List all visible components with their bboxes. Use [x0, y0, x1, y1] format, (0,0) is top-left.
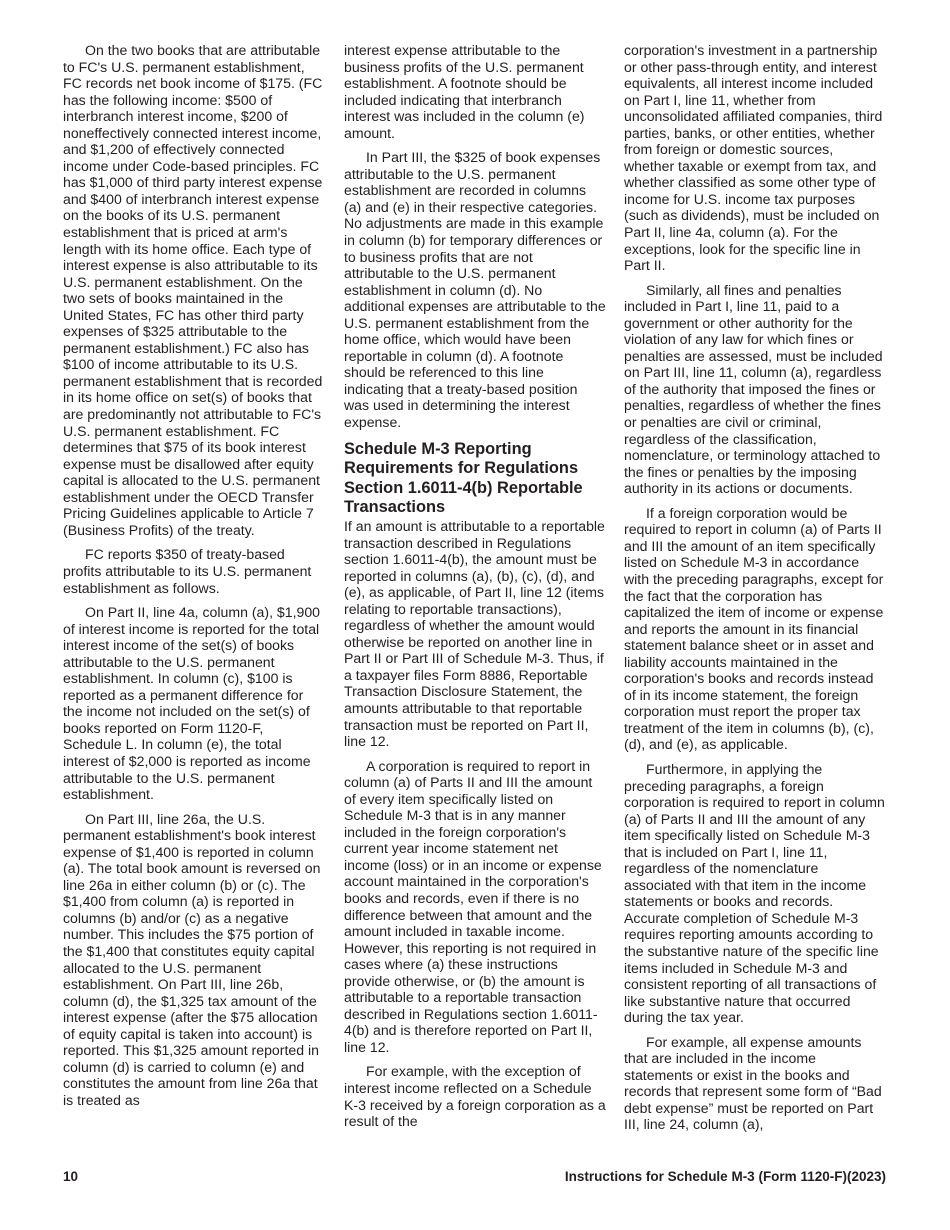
paragraph: For example, all expense amounts that are included in the income statements or exist in the books and records that represent some form of “Bad debt expense” must be reported on Part III, line 24, column (a),: [624, 1033, 882, 1133]
text-column-2: [344, 42, 606, 1138]
paragraph: If a foreign corporation would be required to report in column (a) of Parts II and III the amount of an item specifically listed on Schedule M-3 in accordance with the preceding paragraphs, except for the fact that the corporation has capitalized the item of income or expense and reports the amount in its financial statement balance sheet or in asset and liability accounts maintained in the corporation's books and records instead of in its income statement, the foreign corporation must report the proper tax treatment of the item in columns (b), (c), (d), and (e), as applicable.: [624, 504, 884, 753]
paragraph: In Part III, the $325 of book expenses attributable to the U.S. permanent establishment are recorded in columns (a) and (e) in their respective categories. No adjustments are made in this example in column (b) for temporary differences or to business profits that are not attributable to the U.S. permanent establishment in column (d). No additional expenses are attributable to the U.S. permanent establishment from the home office, which would have been reportable in column (d). A footnote should be referenced to this line indicating that a treaty-based position was used in determining the interest expense.: [344, 149, 606, 431]
paragraph: A corporation is required to report in column (a) of Parts II and III the amount of every item specifically listed on Schedule M-3 that is in any manner included in the foreign corporation's current year income statement net income (loss) or in an income or expense account maintained in the corporation's books and records, even if there is no difference between that amount and the amount included in taxable income. However, this reporting is not required in cases where (a) these instructions provide otherwise, or (b) the amount is attributable to a reportable transaction described in Regulations section 1.6011-4(b) and is therefore reported on Part II, line 12.: [344, 757, 602, 1055]
paragraph: Furthermore, in applying the preceding paragraphs, a foreign corporation is required to report in column (a) of Parts II and III the amount of any item specifically listed on Schedule M-3 that is included on Part I, line 11, regardless of the nomenclature associated with that item in the income statements or books and records. Accurate completion of Schedule M-3 requires reporting amounts according to the substantive nature of the specific line items included in Schedule M-3 and consistent reporting of all transactions of like substantive nature that occurred during the tax year.: [624, 760, 885, 1026]
paragraph: interest expense attributable to the business profits of the U.S. permanent establishment. A footnote should be included indicating that interbranch interest was included in the column (e) amount.: [344, 42, 585, 141]
paragraph: On the two books that are attributable to FC's U.S. permanent establishment, FC records net book income of $175. (FC has the following income: $500 of interbranch interest income, $200 of noneffectively connected interest income, and $1,200 of effectively connected income under Code-based principles. FC has $1,000 of third party interest expense and $400 of interbranch interest expense on the books of its U.S. permanent establishment that is priced at arm's length with its home office. Each type of interest expense is also attributable to its U.S. permanent establishment. On the two sets of books maintained in the United States, FC has other third party expenses of $325 attributable to the permanent establishment.) FC also has $100 of income attributable to its U.S. permanent establishment that is recorded in its home office on set(s) of books that are predominantly not attributable to FC's U.S. permanent establishment. FC determines that $75 of its book interest expense must be disallowed after equity capital is allocated to the U.S. permanent establishment under the OECD Transfer Pricing Guidelines applicable to Article 7 (Business Profits) of the treaty.: [63, 42, 323, 538]
page-footer: [63, 1169, 886, 1189]
section-heading: Schedule M-3 Reporting Requirements for Regulations Section 1.6011-4(b) Reportable Transactions: [344, 439, 583, 517]
footer-form-title: Instructions for Schedule M-3 (Form 1120-F)(2023): [564, 1169, 886, 1184]
paragraph: On Part II, line 4a, column (a), $1,900 of interest income is reported for the total interest income of the set(s) of books attributable to the U.S. permanent establishment. In column (c), $100 is reported as a permanent difference for the income not included on the set(s) of books reported on Form 1120-F, Schedule L. In column (e), the total interest of $2,000 is reported as income attributable to the U.S. permanent establishment.: [63, 604, 321, 803]
paragraph: FC reports $350 of treaty-based profits attributable to its U.S. permanent establishment as follows.: [63, 546, 312, 596]
page-number: 10: [63, 1169, 79, 1184]
paragraph: Similarly, all fines and penalties included in Part I, line 11, paid to a government or other authority for the violation of any law for which fines or penalties are assessed, must be included on Part III, line 11, column (a), regardless of the authority that imposed the fines or penalties, regardless of whether the fines or penalties are civil or criminal, regardless of the classification, nomenclature, or terminology attached to the fines or penalties by the imposing authority in its actions or documents.: [624, 281, 883, 497]
paragraph: If an amount is attributable to a reportable transaction described in Regulations section 1.6011-4(b), the amount must be reported in columns (a), (b), (c), (d), and (e), as applicable, of Part II, line 12 (items relating to reportable transactions), regardless of whether the amount would otherwise be reported on another line in Part II or Part III of Schedule M-3. Thus, if a taxpayer files Form 8886, Reportable Transaction Disclosure Statement, the amounts attributable to that reportable transaction must be reported on Part II, line 12.: [344, 517, 605, 750]
paragraph: On Part III, line 26a, the U.S. permanent establishment's book interest expense of $1,400 is reported in column (a). The total book amount is reversed on line 26a in either column (b) or (c). The $1,400 from column (a) is reported in columns (b) and/or (c) as a negative number. This includes the $75 portion of the $1,400 that constitutes equity capital allocated to the U.S. permanent establishment. On Part III, line 26b, column (d), the $1,325 tax amount of the interest expense (after the $75 allocation of equity capital is taken into account) is reported. This $1,325 amount reported in column (d) is carried to column (e) and constitutes the amount from line 26a that is treated as: [63, 810, 321, 1108]
paragraph: For example, with the exception of interest income reflected on a Schedule K-3 received by a foreign corporation as a result of the: [344, 1063, 606, 1130]
text-column-3: [624, 42, 886, 1141]
paragraph: corporation's investment in a partnership or other pass-through entity, and interest equivalents, all interest income included on Part I, line 11, whether from unconsolidated affiliated companies, third parties, banks, or other entities, whether from foreign or domestic sources, whether taxable or exempt from tax, and whether classified as some other type of income for U.S. income tax purposes (such as dividends), must be included on Part II, line 4a, column (a). For the exceptions, look for the specific line in Part II.: [624, 42, 883, 274]
text-column-1: [63, 42, 325, 1116]
